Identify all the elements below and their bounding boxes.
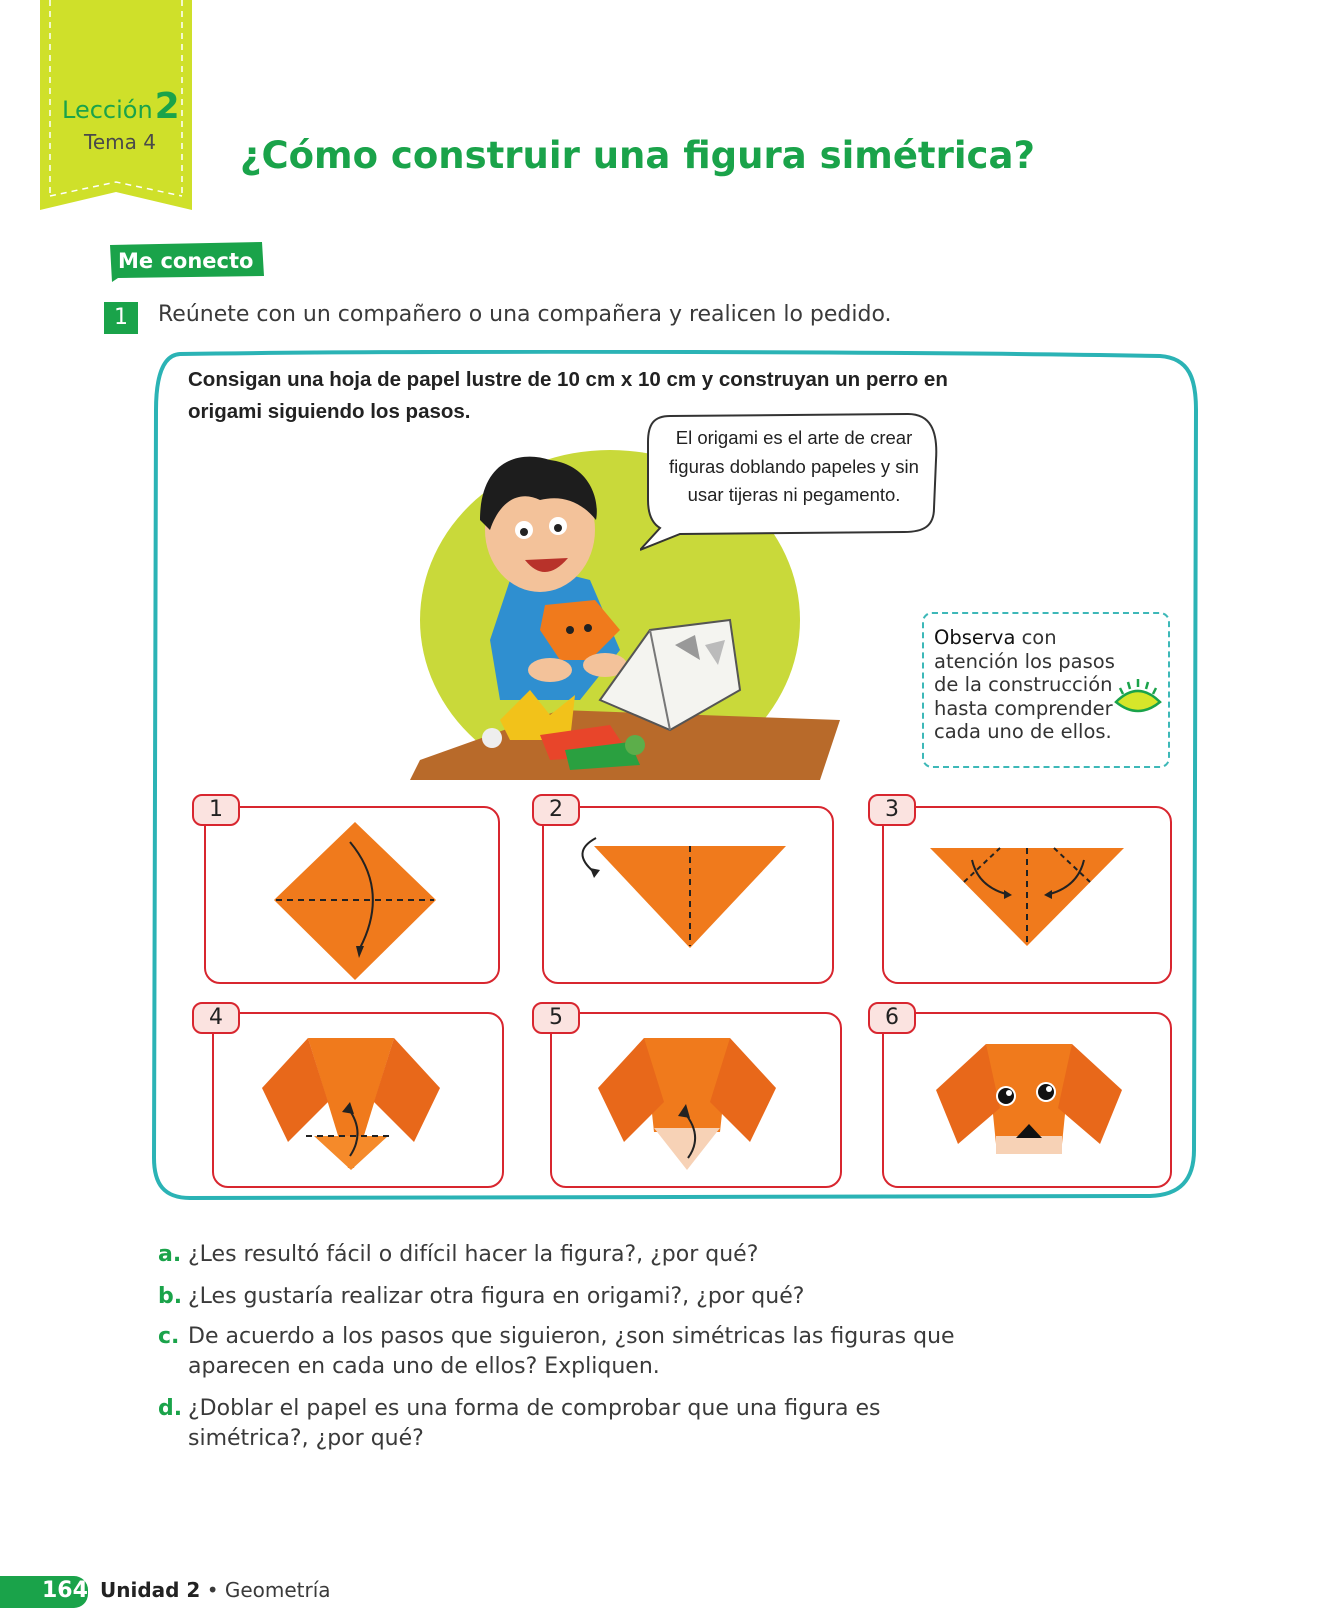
section-badge: Me conecto	[118, 249, 254, 273]
lesson-label: Lección2	[62, 86, 180, 127]
question-letter: d.	[158, 1396, 183, 1421]
question-text: ¿Les gustaría realizar otra figura en origami?, ¿por qué?	[188, 1284, 805, 1309]
step-label: 4	[192, 1002, 240, 1034]
question-text-continued: aparecen en cada uno de ellos? Expliquen.	[188, 1354, 660, 1379]
step-6-dog-face-icon	[932, 1040, 1126, 1164]
step-label: 3	[868, 794, 916, 826]
instructions: Consigan una hoja de papel lustre de 10 cm x 10 cm y construyan un perro en origami siguiendo los pasos.	[188, 368, 948, 423]
question-d	[158, 1394, 1058, 1454]
unit-label: Unidad 2	[100, 1578, 201, 1602]
step-label: 6	[868, 1002, 916, 1034]
lesson-number: 2	[154, 86, 180, 127]
subject-label: Geometría	[224, 1578, 331, 1602]
tip-text	[934, 626, 1124, 744]
question-text-continued: simétrica?, ¿por qué?	[188, 1426, 424, 1451]
step-label: 2	[532, 794, 580, 826]
question-letter: a.	[158, 1242, 182, 1267]
question-text: ¿Doblar el papel es una forma de comprobar que una figura es	[188, 1396, 881, 1421]
question-a	[158, 1240, 1058, 1270]
question-letter: c.	[158, 1324, 180, 1349]
speech-bubble-text: El origami es el arte de crear figuras doblando papeles y sin usar tijeras ni pegamento.	[669, 427, 919, 505]
step-label: 5	[532, 1002, 580, 1034]
page-title: ¿Cómo construir una figura simétrica?	[240, 134, 1035, 177]
question-b	[158, 1282, 1058, 1312]
page-number: 164	[42, 1578, 88, 1603]
question-text: De acuerdo a los pasos que siguieron, ¿son simétricas las figuras que	[188, 1324, 955, 1349]
activity-text: Reúnete con un compañero o una compañera y realicen lo pedido.	[158, 302, 892, 327]
eye-icon	[1112, 676, 1164, 720]
step-label: 1	[192, 794, 240, 826]
step-1-fold-diagonal-icon	[270, 820, 440, 982]
tip-rest: con atención los pasos de la construcción hasta comprender cada uno de ellos.	[934, 626, 1115, 743]
step-5-fold-tip-icon	[594, 1032, 780, 1172]
question-letter: b.	[158, 1284, 183, 1309]
step-2-triangle-icon	[576, 832, 792, 952]
step-3-fold-ears-icon	[928, 842, 1130, 950]
question-c	[158, 1322, 1058, 1382]
step-4-ears-folded-icon	[258, 1032, 444, 1172]
activity-number: 1	[104, 302, 138, 334]
question-text: ¿Les resultó fácil o difícil hacer la figura?, ¿por qué?	[188, 1242, 759, 1267]
tip-bold: Observa	[934, 626, 1016, 649]
footer-separator: •	[200, 1578, 225, 1602]
topic-label: Tema 4	[84, 130, 156, 154]
footer-unit	[100, 1578, 331, 1602]
